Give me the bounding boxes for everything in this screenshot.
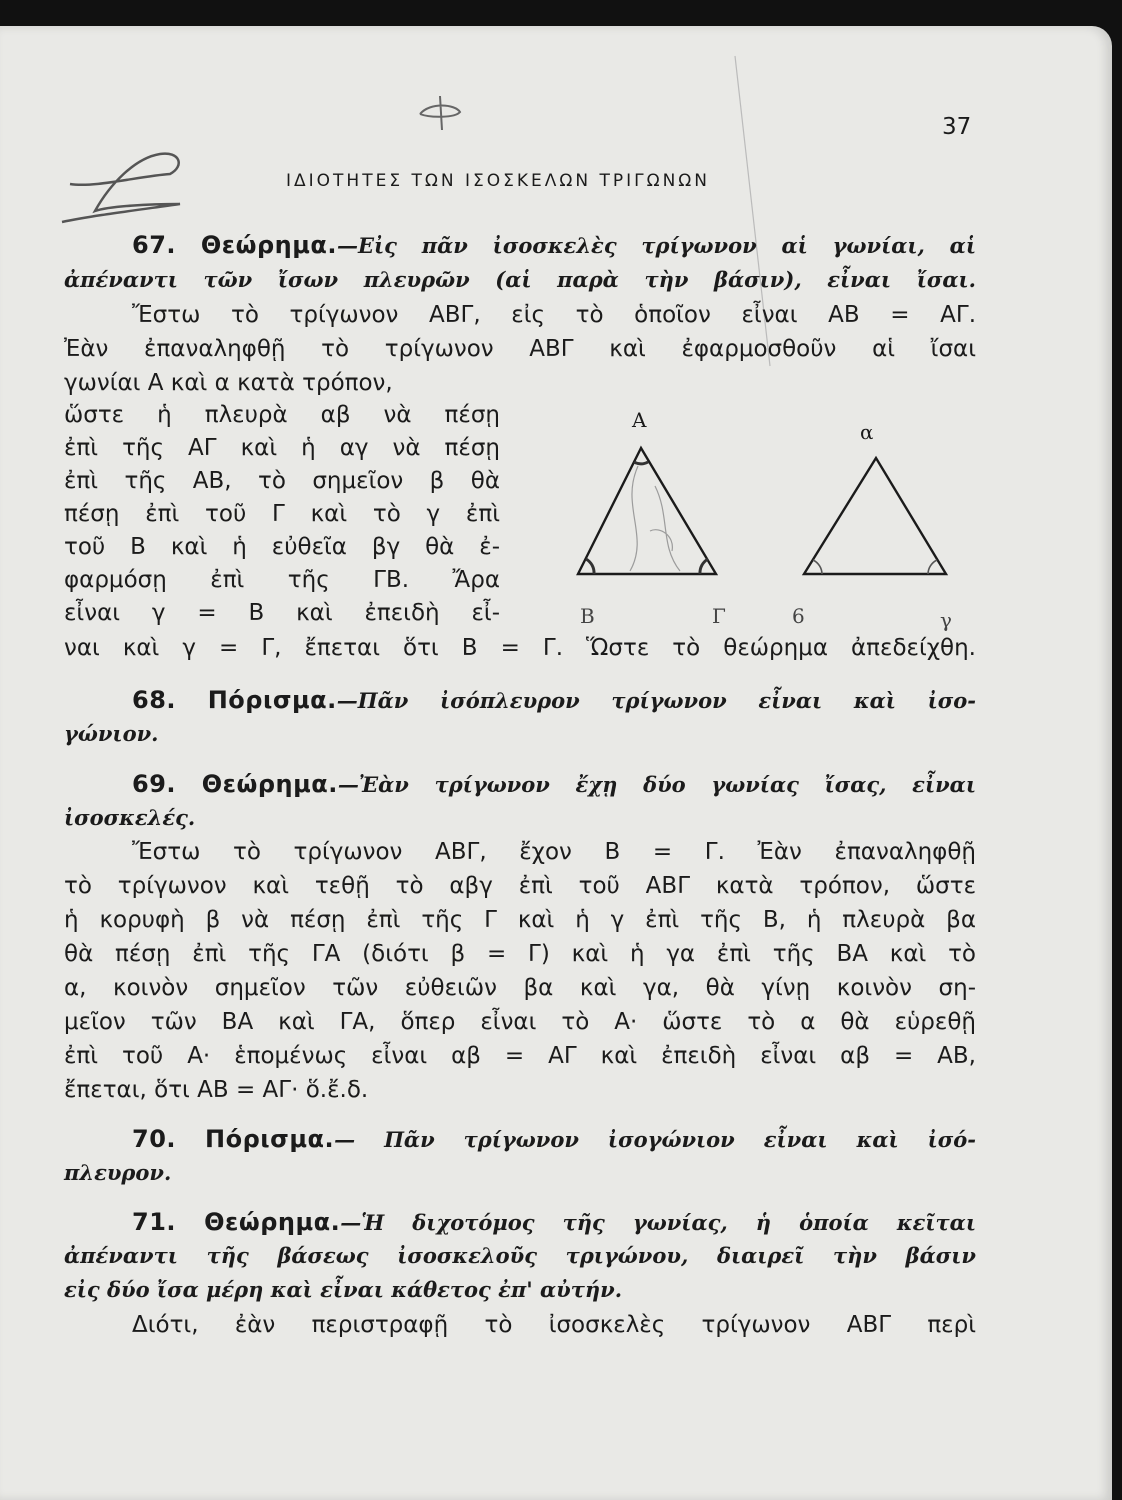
text-line: μεῖον τῶν ΒΑ καὶ ΓΑ, ὅπερ εἶναι τὸ Α· ὥστε τὸ α θὰ εὑρεθῇ [64,1009,976,1035]
text-line: γωνίαι Α καὶ α κατὰ τρόπον, [64,370,393,396]
theorem-71-heading: 71. Θεώρημα.—Ἡ διχοτόμος τῆς γωνίας, ἡ ὁποία κεῖται [132,1208,976,1236]
text-line: ἐπὶ τῆς ΑΓ καὶ ἡ αγ νὰ πέσῃ [64,435,500,461]
angle-mark-G [700,559,708,574]
theorem-69-statement: ἰσοσκελές. [64,805,196,830]
book-page [0,26,1112,1500]
corollary-68-heading: 68. Πόρισμα.—Πᾶν ἰσόπλευρον τρίγωνον εἶναι καὶ ἰσο- [132,686,976,714]
text-line: τὸ τρίγωνον καὶ τεθῇ τὸ αβγ ἐπὶ τοῦ ΑΒΓ κατὰ τρόπον, ὥστε [64,873,976,899]
text-line: Ἔστω τὸ τρίγωνον ΑΒΓ, εἰς τὸ ὁποῖον εἶναι ΑΒ = ΑΓ. [132,302,976,328]
theorem-71-statement: εἰς δύο ἴσα μέρη καὶ εἶναι κάθετος ἐπ' αὐτήν. [64,1277,623,1302]
angle-mark-A [634,462,648,464]
text-line: ἐπὶ τοῦ Α· ἑπομένως εἶναι αβ = ΑΓ καὶ ἐπειδὴ εἶναι αβ = ΑΒ, [64,1043,976,1069]
corollary-70-statement: πλευρον. [64,1160,172,1185]
angle-mark-g [928,560,937,574]
corollary-68-statement: γώνιον. [64,721,159,746]
vertex-label-a: α [860,420,874,444]
vertex-label-b-handwritten: 6 [792,604,805,628]
triangles-diagram [560,396,980,626]
text-line: Ἐὰν ἐπαναληφθῇ τὸ τρίγωνον ΑΒΓ καὶ ἐφαρμοσθοῦν αἱ ἴσαι [64,336,976,362]
text-line: ἡ κορυφὴ β νὰ πέσῃ ἐπὶ τῆς Γ καὶ ἡ γ ἐπὶ τῆς Β, ἡ πλευρὰ βα [64,907,976,933]
text-line: θὰ πέσῃ ἐπὶ τῆς ΓΑ (διότι β = Γ) καὶ ἡ γα ἐπὶ τῆς ΒΑ καὶ τὸ [64,941,976,967]
text-line: φαρμόσῃ ἐπὶ τῆς ΓΒ. Ἄρα [64,567,500,593]
margin-scribble [420,96,460,130]
theorem-67-heading: 67. Θεώρημα.—Εἰς πᾶν ἰσοσκελὲς τρίγωνον αἱ γωνίαι, αἱ [132,231,976,259]
angle-mark-B [586,559,594,574]
running-head: ΙΔΙΟΤΗΤΕΣ ΤΩΝ ΙΣΟΣΚΕΛΩΝ ΤΡΙΓΩΝΩΝ [286,171,711,191]
text-line: Ἔστω τὸ τρίγωνον ΑΒΓ, ἔχον Β = Γ. Ἐὰν ἐπαναληφθῇ [132,839,976,865]
text-line: α, κοινὸν σημεῖον τῶν εὐθειῶν βα καὶ γα, θὰ γίνῃ κοινὸν ση- [64,975,976,1001]
corollary-70-heading: 70. Πόρισμα.— Πᾶν τρίγωνον ἰσογώνιον εἶναι καὶ ἰσό- [132,1125,977,1153]
text-line: τοῦ Β καὶ ἡ εὐθεῖα βγ θὰ ἐ- [64,534,500,560]
vertex-label-G-handwritten: Γ [712,604,726,628]
text-line: πέσῃ ἐπὶ τοῦ Γ καὶ τὸ γ ἐπὶ [64,501,500,527]
text-line: εἶναι γ = Β καὶ ἐπειδὴ εἶ- [64,600,500,626]
checkmark-annotation [62,154,180,222]
triangle-ABG [578,448,716,574]
text-line: ἐπὶ τῆς ΑΒ, τὸ σημεῖον β θὰ [64,468,500,494]
theorem-71-statement: ἀπέναντι τῆς βάσεως ἰσοσκελοῦς τριγώνου, διαιρεῖ τὴν βάσιν [64,1243,976,1268]
triangles-figure [560,396,980,632]
vertex-label-B-handwritten: B [580,604,595,628]
text-line: ὥστε ἡ πλευρὰ αβ νὰ πέσῃ [64,402,500,428]
text-line: Διότι, ἐὰν περιστραφῇ τὸ ἰσοσκελὲς τρίγωνον ΑΒΓ περὶ [132,1312,976,1338]
text-line: ναι καὶ γ = Γ, ἔπεται ὅτι Β = Γ. Ὥστε τὸ θεώρημα ἀπεδείχθη. [64,635,976,661]
text-line: ἔπεται, ὅτι ΑΒ = ΑΓ· ὅ.ἔ.δ. [64,1077,369,1103]
vertex-label-g-handwritten: γ [940,608,952,632]
pencil-shading [630,466,680,571]
page-number: 37 [942,114,972,140]
theorem-69-heading: 69. Θεώρημα.—Ἐὰν τρίγωνον ἔχῃ δύο γωνίας ἴσας, εἶναι [132,770,976,798]
vertex-label-A: Α [632,408,647,432]
theorem-67-statement: ἀπέναντι τῶν ἴσων πλευρῶν (αἱ παρὰ τὴν βάσιν), εἶναι ἴσαι. [64,267,976,292]
angle-mark-b [813,560,822,574]
triangle-abg [804,458,946,574]
